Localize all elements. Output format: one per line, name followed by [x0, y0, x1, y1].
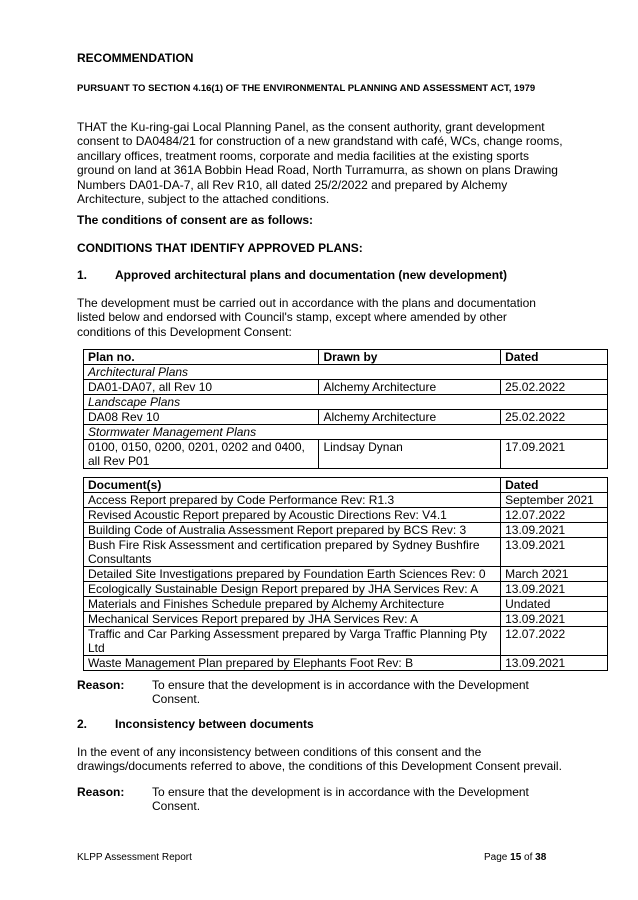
plan-no-cell: DA08 Rev 10	[84, 410, 319, 425]
footer-page-of: of	[524, 852, 533, 863]
footer-page-number	[484, 852, 546, 863]
dated-cell: 13.09.2021	[501, 538, 608, 567]
header-dated: Dated	[501, 350, 608, 365]
section2-number: 2.	[77, 717, 88, 731]
table-row	[84, 567, 608, 582]
table-row	[84, 508, 608, 523]
document-cell: Mechanical Services Report prepared by JHA Services Rev: A	[84, 612, 501, 627]
table-row	[84, 380, 608, 395]
section1-title: Approved architectural plans and documentation (new development)	[115, 268, 508, 282]
section1-number: 1.	[77, 268, 88, 282]
drawn-by-cell: Alchemy Architecture	[319, 380, 501, 395]
category-row	[84, 395, 608, 410]
table-row	[84, 627, 608, 656]
header-documents: Document(s)	[84, 478, 501, 493]
table-row	[84, 410, 608, 425]
header-drawn-by: Drawn by	[319, 350, 501, 365]
document-cell: Access Report prepared by Code Performance Rev: R1.3	[84, 493, 501, 508]
recommendation-heading: RECOMMENDATION	[77, 51, 194, 65]
documents-table-header	[84, 478, 608, 493]
dated-cell: September 2021	[501, 493, 608, 508]
plan-no-cell: DA01-DA07, all Rev 10	[84, 380, 319, 395]
dated-cell: 25.02.2022	[501, 410, 608, 425]
header-plan-no: Plan no.	[84, 350, 319, 365]
table-row	[84, 582, 608, 597]
section2-title: Inconsistency between documents	[115, 717, 314, 731]
dated-cell: 13.09.2021	[501, 582, 608, 597]
reason1-text: To ensure that the development is in accordance with the Development Consent.	[152, 678, 529, 707]
dated-cell: 25.02.2022	[501, 380, 608, 395]
document-cell: Traffic and Car Parking Assessment prepared by Varga Traffic Planning Pty Ltd	[84, 627, 501, 656]
dated-cell: 17.09.2021	[501, 440, 608, 469]
document-cell: Building Code of Australia Assessment Report prepared by BCS Rev: 3	[84, 523, 501, 538]
section1-text: The development must be carried out in accordance with the plans and documentation listed below and endorsed with Council's stamp, except where amended by other conditions of this Development Consent:	[77, 296, 536, 339]
dated-cell: 13.09.2021	[501, 612, 608, 627]
dated-cell: March 2021	[501, 567, 608, 582]
plans-table-header	[84, 350, 608, 365]
category-landscape: Landscape Plans	[84, 395, 608, 410]
section2-text: In the event of any inconsistency between conditions of this consent and the drawings/documents referred to above, the conditions of this Development Consent prevail.	[77, 745, 562, 774]
reason2-text: To ensure that the development is in accordance with the Development Consent.	[152, 785, 529, 814]
dated-cell: Undated	[501, 597, 608, 612]
table-row	[84, 656, 608, 671]
footer-report-title: KLPP Assessment Report	[77, 852, 192, 863]
category-row	[84, 425, 608, 440]
table-row	[84, 440, 608, 469]
table-row	[84, 523, 608, 538]
approved-plans-heading: CONDITIONS THAT IDENTIFY APPROVED PLANS:	[77, 241, 363, 255]
drawn-by-cell: Lindsay Dynan	[319, 440, 501, 469]
table-row	[84, 493, 608, 508]
document-cell: Bush Fire Risk Assessment and certification prepared by Sydney Bushfire Consultants	[84, 538, 501, 567]
drawn-by-cell: Alchemy Architecture	[319, 410, 501, 425]
document-cell: Materials and Finishes Schedule prepared by Alchemy Architecture	[84, 597, 501, 612]
document-cell: Detailed Site Investigations prepared by Foundation Earth Sciences Rev: 0	[84, 567, 501, 582]
dated-cell: 13.09.2021	[501, 523, 608, 538]
reason1-label: Reason:	[77, 678, 125, 692]
footer-page-word: Page	[484, 852, 508, 863]
dated-cell: 12.07.2022	[501, 627, 608, 656]
reason2-label: Reason:	[77, 785, 125, 799]
footer-page-total: 38	[535, 852, 547, 863]
conditions-intro: The conditions of consent are as follows:	[77, 213, 314, 227]
dated-cell: 12.07.2022	[501, 508, 608, 523]
header-dated: Dated	[501, 478, 608, 493]
dated-cell: 13.09.2021	[501, 656, 608, 671]
pursuant-heading: PURSUANT TO SECTION 4.16(1) OF THE ENVIRONMENTAL PLANNING AND ASSESSMENT ACT, 1979	[77, 83, 536, 94]
document-cell: Ecologically Sustainable Design Report prepared by JHA Services Rev: A	[84, 582, 501, 597]
plan-no-cell: 0100, 0150, 0200, 0201, 0202 and 0400, all Rev P01	[84, 440, 319, 469]
category-architectural: Architectural Plans	[84, 365, 608, 380]
category-row	[84, 365, 608, 380]
documents-table	[83, 477, 608, 671]
table-row	[84, 612, 608, 627]
document-cell: Waste Management Plan prepared by Elephants Foot Rev: B	[84, 656, 501, 671]
document-cell: Revised Acoustic Report prepared by Acoustic Directions Rev: V4.1	[84, 508, 501, 523]
category-stormwater: Stormwater Management Plans	[84, 425, 608, 440]
table-row	[84, 538, 608, 567]
footer-page-current: 15	[510, 852, 522, 863]
table-row	[84, 597, 608, 612]
intro-paragraph: THAT the Ku-ring-gai Local Planning Panel, as the consent authority, grant development consent to DA0484/21 for construction of a new grandstand with café, WCs, change rooms, ancillary offices, treatment rooms, corporate and media facilities at the existing sports ground on land at 361A Bobbin Head Road, North Turramurra, as shown on plans Drawing Numbers DA01-DA-7, all Rev R10, all dated 25/2/2022 and prepared by Alchemy Architecture, subject to the attached conditions.	[77, 120, 563, 207]
plans-table	[83, 349, 608, 469]
